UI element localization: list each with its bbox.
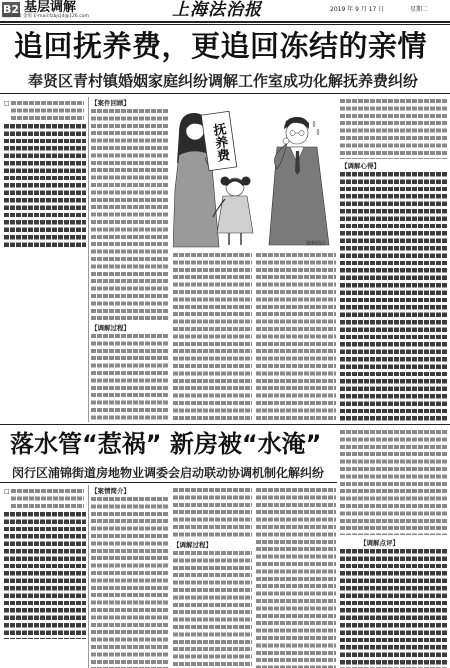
header-rule-thin [0,24,450,25]
editor-line: 责任编辑 金勇 E-mail:fzbjcjd@126.com [3,14,90,19]
article1-section-heading-3: 【调解心得】 [341,162,380,170]
article1-byline-mark: □ [4,100,10,107]
article1-body-text [256,253,336,422]
article2-byline-mark: □ [4,488,10,495]
article2-body-text [91,497,169,668]
section-title: 基层调解 [24,0,77,15]
article2-lead-text [4,512,86,639]
article2-byline [11,489,84,508]
article2-body-text [340,430,447,535]
article-separator [0,424,450,425]
article2-section-heading-1: 【案情简介】 [91,487,130,495]
article1-body-text [91,109,169,321]
header-rule-thick [0,21,450,23]
article2-rule [0,482,337,483]
article2-body-text [173,551,252,668]
article1-column-divider [88,97,89,422]
article1-lead-text [4,124,86,247]
article1-section-heading-1: 【案件回顾】 [91,99,130,107]
article1-subhead: 奉贤区青村镇婚姻家庭纠纷调解工作室成功化解抚养费纠纷 [28,72,419,90]
article2-body-text [256,488,336,668]
article1-headline: 追回抚养费，更追回冻结的亲情 [14,29,428,63]
article2-commentary-text [340,549,447,668]
article1-rule [0,93,450,94]
man-figure [269,117,329,245]
article1-byline [11,101,84,120]
article1-body-text [173,253,252,422]
sign-text: 抚养费 [209,121,230,163]
article1-body-text [340,99,447,159]
issue-date: 2019 年 9 月 17 日 [330,6,385,13]
article2-headline: 落水管“惹祸” 新房被“水淹” [10,430,322,458]
article2-column-divider [88,485,89,668]
article2-body-text [173,488,252,539]
girl-figure [213,177,253,246]
masthead: 上海法治报 [172,0,262,20]
article2-subhead: 闵行区浦锦街道房地物业调委会启动联动协调机制化解纠纷 [12,466,325,480]
article1-section-heading-2: 【调解过程】 [91,324,130,332]
article2-section-heading-3: 【调解点评】 [360,539,399,547]
page-number-badge: B2 [2,3,20,16]
article2-section-heading-2: 【调解过程】 [173,541,212,549]
article1-body-text [91,334,169,422]
illustration-caption: 资料图片 [306,241,327,247]
article1-commentary-text [340,172,447,422]
article1-illustration [173,99,336,249]
issue-weekday: 星期二 [410,6,429,13]
